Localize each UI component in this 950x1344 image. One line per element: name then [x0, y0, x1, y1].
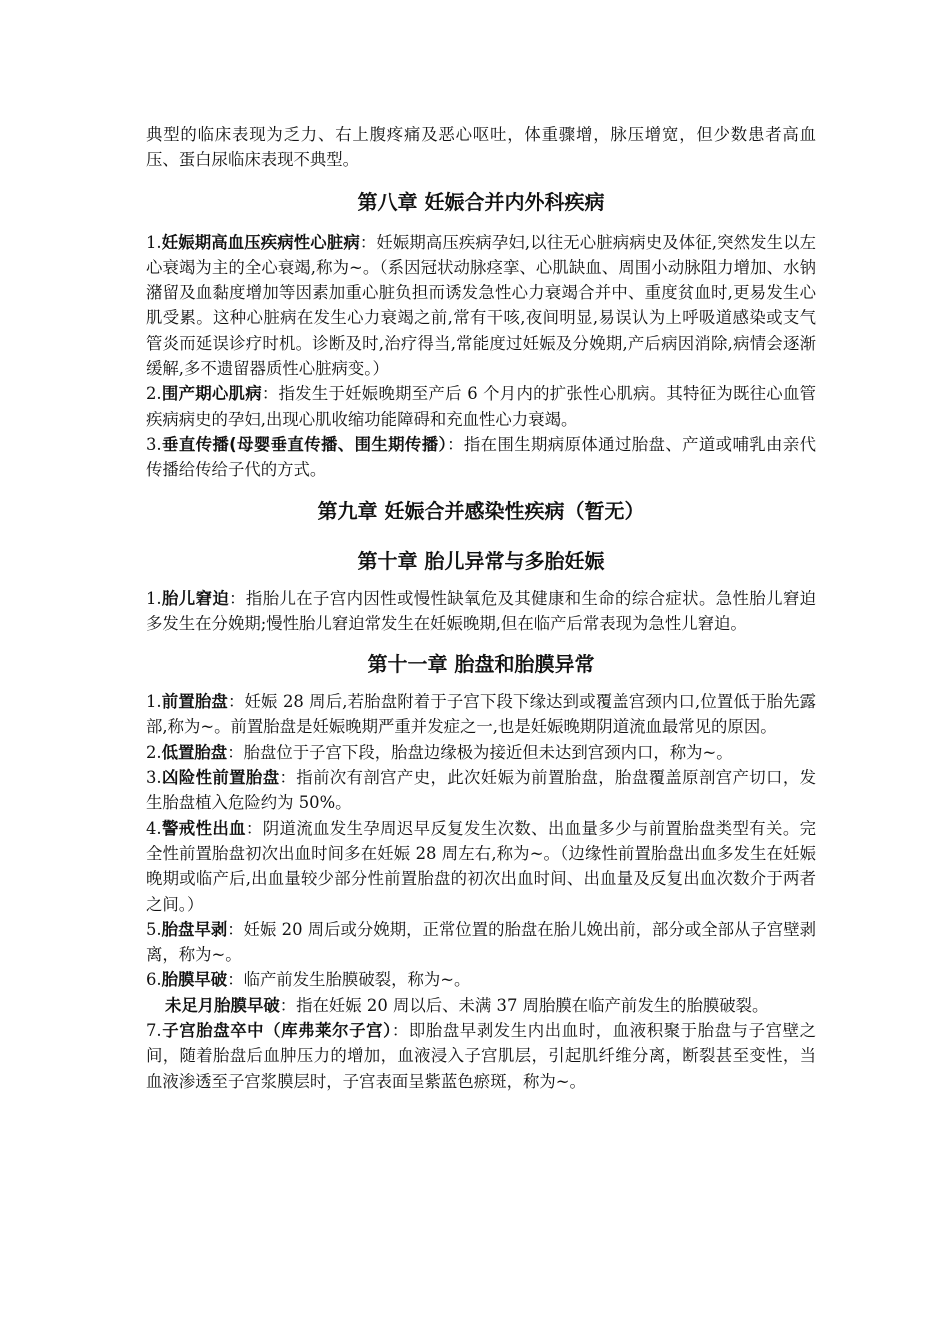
ch11-item-7 [146, 1018, 816, 1094]
term-heading: 胎儿窘迫 [161, 588, 230, 608]
term-definition: ：指胎儿在子宫内因性或慢性缺氧危及其健康和生命的综合症状。急性胎儿窘迫多发生在分娩期;慢性胎儿窘迫常发生在妊娠晚期,但在临产后常表现为急性儿窘迫。 [146, 588, 817, 633]
term-definition: ：妊娠期高压疾病孕妇,以往无心脏病病史及体征,突然发生以左心衰竭为主的全心衰竭,称为~。（系因冠状动脉痉挛、心肌缺血、周围小动脉阻力增加、水钠潴留及血黏度增加等因素加重心脏负担而诱发急性心力衰竭合并中、重度贫血时,更易发生心肌受累。这种心脏病在发生心力衰竭之前,常有干咳,夜间明显,易误认为上呼吸道感染或支气管炎而延误诊疗时机。诊断及时,治疗得当,常能度过妊娠及分娩期,产后病因消除,病情会逐渐缓解,多不遗留器质性心脏病变。） [146, 232, 817, 379]
item-number: 5. [146, 919, 162, 939]
term-definition: ：临产前发生胎膜破裂，称为~。 [227, 970, 471, 990]
item-number: 7. [146, 1021, 162, 1041]
ch11-item-5 [146, 917, 816, 968]
item-number: 1. [146, 692, 162, 712]
term-heading: 前置胎盘 [161, 692, 228, 712]
term-heading: 警戒性出血 [161, 818, 246, 838]
term-heading: 低置胎盘 [161, 742, 228, 762]
ch11-item-3 [146, 765, 816, 816]
term-heading: 围产期心肌病 [161, 384, 262, 404]
chapter-8-heading: 第八章 妊娠合并内外科疾病 [357, 189, 605, 214]
chapter-10-heading: 第十章 胎儿异常与多胎妊娠 [357, 548, 605, 573]
ch11-item-2 [146, 740, 816, 765]
ch8-item-2 [146, 381, 816, 432]
ch11-item-6 [146, 967, 816, 992]
term-heading: 垂直传播(母婴垂直传播、围生期传播） [161, 434, 448, 454]
ch11-item-6-sub [146, 993, 816, 1018]
ch8-item-1 [146, 230, 816, 382]
term-definition: ：指在围生期病原体通过胎盘、产道或哺乳由亲代传播给传给子代的方式。 [146, 434, 816, 480]
term-heading: 凶险性前置胎盘 [161, 768, 280, 788]
term-definition: ：妊娠 28 周后,若胎盘附着于子宫下段下缘达到或覆盖宫颈内口,位置低于胎先露部,称为~。前置胎盘是妊娠晚期严重并发症之一,也是妊娠晚期阴道流血最常见的原因。 [146, 692, 817, 737]
term-heading: 妊娠期高血压疾病性心脏病 [161, 232, 360, 252]
item-number: 6. [146, 970, 162, 990]
item-number: 1. [146, 588, 162, 608]
term-definition: ：即胎盘早剥发生内出血时，血液积聚于胎盘与子宫壁之间，随着胎盘后血肿压力的增加，血液浸入子宫肌层，引起肌纤维分离，断裂甚至变性，当血液渗透至子宫浆膜层时，子宫表面呈紫蓝色瘀斑，称为~。 [146, 1021, 816, 1091]
item-number: 2. [146, 742, 162, 762]
item-number: 4. [146, 818, 162, 838]
term-definition: ：指在妊娠 20 周以后、未满 37 周胎膜在临产前发生的胎膜破裂。 [279, 995, 769, 1015]
chapter-11-heading: 第十一章 胎盘和胎膜异常 [367, 652, 595, 677]
term-heading: 未足月胎膜早破 [165, 995, 280, 1015]
item-number: 3. [146, 434, 162, 454]
item-number: 3. [146, 768, 162, 788]
ch8-item-3 [146, 432, 816, 483]
term-definition: ：指前次有剖宫产史，此次妊娠为前置胎盘，胎盘覆盖原剖宫产切口，发生胎盘植入危险约为 50%。 [146, 768, 817, 813]
term-definition: ：妊娠 20 周后或分娩期，正常位置的胎盘在胎儿娩出前，部分或全部从子宫壁剥离，称为~。 [146, 919, 816, 965]
term-definition: ：胎盘位于子宫下段，胎盘边缘极为接近但未达到宫颈内口，称为~。 [227, 742, 733, 762]
item-number: 2. [146, 384, 162, 404]
term-definition: ：阴道流血发生孕周迟早反复发生次数、出血量多少与前置胎盘类型有关。完全性前置胎盘初次出血时间多在妊娠 28 周左右,称为~。（边缘性前置胎盘出血多发生在妊娠晚期或临产后,出血量较少部分性前置胎盘的初次出血时间、出血量及反复出血次数介于两者之间。） [146, 818, 816, 914]
intro-paragraph: 典型的临床表现为乏力、右上腹疼痛及恶心呕吐，体重骤增，脉压增宽，但少数患者高血压、蛋白尿临床表现不典型。 [146, 125, 816, 170]
term-definition: ：指发生于妊娠晚期至产后 6 个月内的扩张性心肌病。其特征为既往心血管疾病病史的孕妇,出现心肌收缩功能障碍和充血性心力衰竭。 [146, 384, 816, 429]
term-heading: 胎膜早破 [161, 970, 228, 990]
term-heading: 胎盘早剥 [161, 919, 228, 939]
document-page [146, 122, 816, 1094]
chapter-9-heading: 第九章 妊娠合并感染性疾病（暂无） [317, 498, 645, 523]
ch11-item-4 [146, 816, 816, 917]
ch11-item-1 [146, 689, 816, 740]
ch10-item-1 [146, 586, 816, 637]
term-heading: 子宫胎盘卒中（库弗莱尔子宫） [161, 1021, 392, 1041]
item-number: 1. [146, 232, 162, 252]
